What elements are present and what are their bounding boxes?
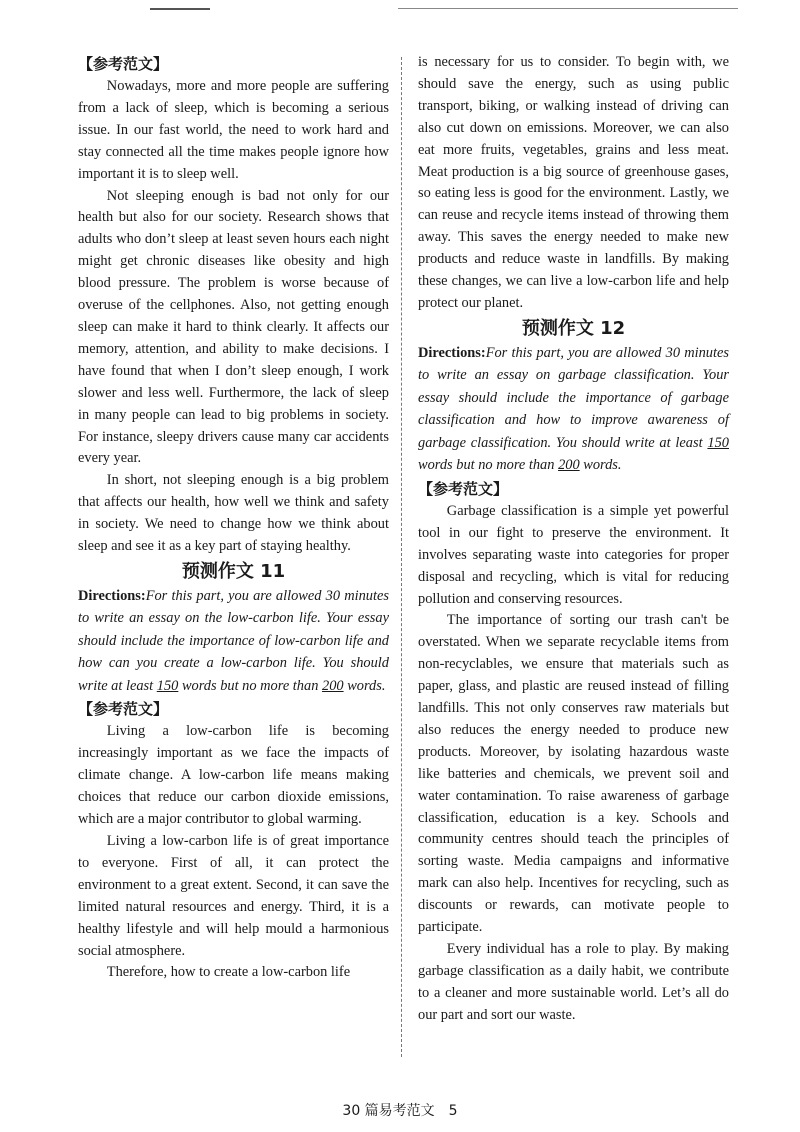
max-words: 200 <box>558 457 580 474</box>
essay-paragraph: The importance of sorting our trash can't be overstated. When we separate recyclable items from non-recyclables, we ensure that materials such as paper, glass, and plastic are reused instead of filling landfills. This not only conserves raw materials but also reduces the energy needed to produce new products. Moreover, by isolating hazardous waste like batteries and chemicals, we prevent soil and water contamination. To raise awareness of garbage classification, education is a key. Schools and community centres should teach the principles of sorting waste. Media campaigns and informative mark can also help. Incentives for recycling, such as discounts or rewards, can motivate people to participate. <box>418 612 729 936</box>
directions-text: words. <box>579 457 622 474</box>
directions-text: For this part, you are allowed 30 minutes to write an essay on garbage classification. Your essay should include the importance of garbage classification and how to improve awareness of garbage classification. You should write at least <box>418 344 729 451</box>
directions-text: words but no more than <box>418 457 559 474</box>
top-rule-right <box>398 8 738 9</box>
directions-11 <box>78 585 389 698</box>
essay-paragraph: Garbage classification is a simple yet powerful tool in our fight to preserve the environment. It involves separating waste into categories for proper disposal and recycling, which is vital for reducing pollution and conserving resources. <box>418 502 729 607</box>
reference-essay-label: 【参考范文】 <box>78 55 169 73</box>
min-words: 150 <box>156 677 179 694</box>
essay-paragraph: Therefore, how to create a low-carbon life <box>106 964 351 981</box>
essay-heading-12: 预测作文 12 <box>521 317 626 339</box>
essay-paragraph: Not sleeping enough is bad not only for our health but also for our society. Research shows that adults who don’t sleep at least seven hours each night might get chronic diseases like obesity and high blood pressure. The problem is worse because of overuse of the cellphones. Also, not getting enough sleep can make it hard to think clearly. It affects our memory, attention, and ability to make decisions. I have found that when I don’t sleep enough, I work slower and less well. Furthermore, the lack of sleep in many people can lead to big problems in society. For instance, sleepy drivers cause many car accidents every year. <box>78 187 389 467</box>
top-rule-left <box>150 8 210 10</box>
right-column <box>418 52 729 1027</box>
directions-text: For this part, you are allowed 30 minutes to write an essay on the low-carbon life. Your essay should include the importance of low-carbon life and how can you create a low-carbon life. You should write at least <box>78 587 389 694</box>
essay-paragraph: Every individual has a role to play. By making garbage classification as a daily habit, we contribute to a cleaner and more sustainable world. Let’s all do our part and sort our waste. <box>418 941 729 1023</box>
directions-text: words but no more than <box>178 677 322 694</box>
directions-label: Directions: <box>78 587 146 604</box>
directions-12 <box>418 342 729 477</box>
essay-paragraph: Living a low-carbon life is becoming increasingly important as we face the impacts of climate change. A low-carbon life means making choices that reduce our carbon dioxide emissions, which are a major contributor to global warming. <box>78 723 389 828</box>
column-divider <box>401 57 402 1057</box>
reference-essay-label: 【参考范文】 <box>418 479 509 498</box>
left-column <box>78 52 389 984</box>
essay-paragraph: Living a low-carbon life is of great importance to everyone. First of all, it can protect the environment to a great extent. Second, it can save the limited natural resources and energy. Third, it is a healthy lifestyle and will help mould a harmonious social atmosphere. <box>78 832 389 959</box>
page-footer: 30 篇易考范文 5 <box>342 1103 458 1119</box>
essay-paragraph: Nowadays, more and more people are suffering from a lack of sleep, which is becoming a serious issue. In our fast world, the need to work hard and stay connected all the time makes people ignore how important it is to sleep well. <box>78 78 389 182</box>
essay-paragraph: is necessary for us to consider. To begin with, we should save the energy, such as using public transport, biking, or walking instead of driving can also cut down on emissions. Moreover, we can also eat more fruits, vegetables, grains and less meat. Meat production is a big source of greenhouse gases, so eating less is good for the environment. Lastly, we can reuse and recycle items instead of throwing them away. This saves the energy needed to make new products and reduce waste in landfills. By making these changes, we can live a low-carbon life and help protect our planet. <box>418 54 729 311</box>
essay-paragraph: In short, not sleeping enough is a big problem that affects our health, how well we think and safety in society. We need to change how we think about sleep and see it as a key part of staying healthy. <box>78 472 389 555</box>
directions-label: Directions: <box>418 344 486 361</box>
max-words: 200 <box>322 677 344 694</box>
min-words: 150 <box>707 434 729 451</box>
directions-text: words. <box>343 677 386 694</box>
essay-heading-11: 预测作文 11 <box>181 560 286 582</box>
reference-essay-label: 【参考范文】 <box>78 700 169 719</box>
